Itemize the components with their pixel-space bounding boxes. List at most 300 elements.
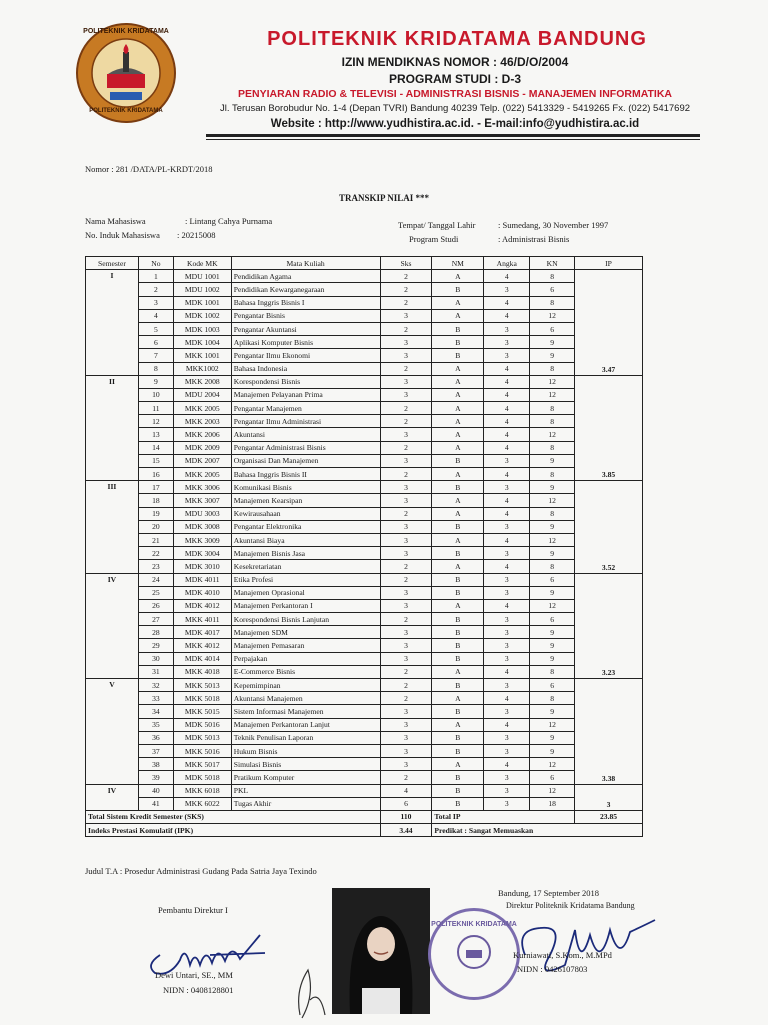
row-angka: 3 bbox=[484, 797, 530, 810]
row-kn: 6 bbox=[530, 771, 575, 784]
row-no: 16 bbox=[138, 468, 173, 481]
row-no: 32 bbox=[138, 679, 173, 692]
course-name: Aplikasi Komputer Bisnis bbox=[231, 336, 380, 349]
row-angka: 4 bbox=[484, 692, 530, 705]
row-nm: B bbox=[432, 573, 484, 586]
row-no: 30 bbox=[138, 652, 173, 665]
row-kn: 8 bbox=[530, 362, 575, 375]
row-kn: 12 bbox=[530, 494, 575, 507]
row-angka: 4 bbox=[484, 468, 530, 481]
semester-cell: V bbox=[86, 679, 139, 785]
col-semester: Semester bbox=[86, 257, 139, 270]
row-nm: A bbox=[432, 375, 484, 388]
course-code: MKK 5013 bbox=[173, 679, 231, 692]
row-kn: 9 bbox=[530, 626, 575, 639]
row-no: 13 bbox=[138, 428, 173, 441]
row-nm: B bbox=[432, 322, 484, 335]
course-name: Kesekretariatan bbox=[231, 560, 380, 573]
row-kn: 8 bbox=[530, 441, 575, 454]
row-angka: 4 bbox=[484, 758, 530, 771]
birth-label: Tempat/ Tanggal Lahir bbox=[398, 220, 476, 230]
course-name: Organisasi Dan Manajemen bbox=[231, 454, 380, 467]
row-sks: 2 bbox=[380, 402, 432, 415]
course-code: MDK 1001 bbox=[173, 296, 231, 309]
row-no: 19 bbox=[138, 507, 173, 520]
table-row bbox=[86, 560, 643, 573]
row-no: 38 bbox=[138, 758, 173, 771]
row-nm: B bbox=[432, 481, 484, 494]
row-kn: 12 bbox=[530, 718, 575, 731]
table-row bbox=[86, 481, 643, 494]
course-code: MDK 4012 bbox=[173, 599, 231, 612]
row-no: 34 bbox=[138, 705, 173, 718]
row-kn: 9 bbox=[530, 481, 575, 494]
semester-ip: 3.85 bbox=[575, 375, 643, 481]
row-angka: 4 bbox=[484, 560, 530, 573]
left-signer-name: Dewi Untari, SE., MM bbox=[155, 970, 233, 980]
table-row bbox=[86, 520, 643, 533]
course-name: Sistem Informasi Manajemen bbox=[231, 705, 380, 718]
row-nm: B bbox=[432, 784, 484, 797]
course-name: Pengantar Ilmu Ekonomi bbox=[231, 349, 380, 362]
course-code: MDK 1002 bbox=[173, 309, 231, 322]
semester-ip: 3.52 bbox=[575, 481, 643, 573]
website-line: Website : http://www.yudhistira.ac.id. - E-mail:info@yudhistira.ac.id bbox=[270, 118, 640, 130]
course-name: Manajemen SDM bbox=[231, 626, 380, 639]
course-code: MKK 5018 bbox=[173, 692, 231, 705]
course-code: MDK 2007 bbox=[173, 454, 231, 467]
semester-cell: IV bbox=[86, 573, 139, 679]
row-sks: 3 bbox=[380, 388, 432, 401]
row-kn: 8 bbox=[530, 270, 575, 283]
table-row bbox=[86, 336, 643, 349]
course-name: Manajemen Pelayanan Prima bbox=[231, 388, 380, 401]
row-angka: 4 bbox=[484, 362, 530, 375]
table-row bbox=[86, 744, 643, 757]
table-row bbox=[86, 679, 643, 692]
row-angka: 3 bbox=[484, 547, 530, 560]
row-kn: 12 bbox=[530, 428, 575, 441]
semester-cell: IV bbox=[86, 784, 139, 810]
col-sks: Sks bbox=[380, 257, 432, 270]
row-no: 35 bbox=[138, 718, 173, 731]
row-sks: 2 bbox=[380, 283, 432, 296]
row-nm: B bbox=[432, 613, 484, 626]
row-no: 1 bbox=[138, 270, 173, 283]
course-code: MDK 3010 bbox=[173, 560, 231, 573]
row-no: 9 bbox=[138, 375, 173, 388]
row-kn: 9 bbox=[530, 705, 575, 718]
row-sks: 3 bbox=[380, 533, 432, 546]
col-kode: Kode MK bbox=[173, 257, 231, 270]
table-row bbox=[86, 402, 643, 415]
course-name: Pengantar Ilmu Administrasi bbox=[231, 415, 380, 428]
row-kn: 12 bbox=[530, 599, 575, 612]
row-kn: 9 bbox=[530, 744, 575, 757]
row-angka: 3 bbox=[484, 481, 530, 494]
course-name: Pengantar Administrasi Bisnis bbox=[231, 441, 380, 454]
row-nm: B bbox=[432, 744, 484, 757]
course-code: MDK 4017 bbox=[173, 626, 231, 639]
row-kn: 12 bbox=[530, 375, 575, 388]
semester-cell: III bbox=[86, 481, 139, 573]
row-angka: 3 bbox=[484, 652, 530, 665]
row-kn: 8 bbox=[530, 507, 575, 520]
course-code: MKK 3006 bbox=[173, 481, 231, 494]
row-no: 8 bbox=[138, 362, 173, 375]
row-kn: 8 bbox=[530, 560, 575, 573]
row-no: 11 bbox=[138, 402, 173, 415]
row-sks: 3 bbox=[380, 744, 432, 757]
row-sks: 3 bbox=[380, 626, 432, 639]
row-kn: 9 bbox=[530, 520, 575, 533]
course-code: MKK 2005 bbox=[173, 468, 231, 481]
row-no: 5 bbox=[138, 322, 173, 335]
row-sks: 2 bbox=[380, 296, 432, 309]
row-sks: 3 bbox=[380, 758, 432, 771]
row-nm: A bbox=[432, 560, 484, 573]
course-name: Komunikasi Bisnis bbox=[231, 481, 380, 494]
table-row bbox=[86, 507, 643, 520]
row-kn: 12 bbox=[530, 388, 575, 401]
course-code: MDK 2009 bbox=[173, 441, 231, 454]
course-name: Etika Profesi bbox=[231, 573, 380, 586]
row-nm: A bbox=[432, 441, 484, 454]
table-row bbox=[86, 797, 643, 810]
row-angka: 3 bbox=[484, 784, 530, 797]
course-code: MKK 2005 bbox=[173, 402, 231, 415]
course-name: Teknik Penulisan Laporan bbox=[231, 731, 380, 744]
course-name: Pengantar Elektronika bbox=[231, 520, 380, 533]
row-nm: B bbox=[432, 454, 484, 467]
row-angka: 3 bbox=[484, 771, 530, 784]
row-nm: B bbox=[432, 283, 484, 296]
row-kn: 9 bbox=[530, 336, 575, 349]
program-line: PROGRAM STUDI : D-3 bbox=[389, 72, 521, 86]
row-angka: 3 bbox=[484, 731, 530, 744]
col-angka: Angka bbox=[484, 257, 530, 270]
row-sks: 2 bbox=[380, 507, 432, 520]
row-nm: B bbox=[432, 679, 484, 692]
name-label: Nama Mahasiswa bbox=[85, 216, 146, 226]
row-sks: 2 bbox=[380, 679, 432, 692]
row-angka: 4 bbox=[484, 375, 530, 388]
row-no: 26 bbox=[138, 599, 173, 612]
row-angka: 4 bbox=[484, 309, 530, 322]
logo-text-top: POLITEKNIK KRIDATAMA bbox=[83, 28, 169, 35]
name-value: : Lintang Cahya Purnama bbox=[185, 216, 273, 226]
course-code: MDU 2004 bbox=[173, 388, 231, 401]
semester-ip: 3.38 bbox=[575, 679, 643, 785]
course-name: PKL bbox=[231, 784, 380, 797]
course-name: Manajemen Perkantoran Lanjut bbox=[231, 718, 380, 731]
course-code: MDK 5013 bbox=[173, 731, 231, 744]
row-angka: 3 bbox=[484, 322, 530, 335]
col-kn: KN bbox=[530, 257, 575, 270]
row-no: 29 bbox=[138, 639, 173, 652]
table-row bbox=[86, 718, 643, 731]
table-row bbox=[86, 533, 643, 546]
row-angka: 3 bbox=[484, 573, 530, 586]
row-sks: 6 bbox=[380, 797, 432, 810]
row-nm: B bbox=[432, 336, 484, 349]
row-no: 40 bbox=[138, 784, 173, 797]
table-row bbox=[86, 454, 643, 467]
row-nm: A bbox=[432, 296, 484, 309]
row-nm: A bbox=[432, 309, 484, 322]
row-sks: 3 bbox=[380, 520, 432, 533]
row-no: 22 bbox=[138, 547, 173, 560]
document-number: Nomor : 281 /DATA/PL-KRDT/2018 bbox=[85, 164, 213, 174]
course-name: Bahasa Inggris Bisnis II bbox=[231, 468, 380, 481]
table-row bbox=[86, 349, 643, 362]
header-rule bbox=[206, 134, 700, 137]
row-sks: 2 bbox=[380, 560, 432, 573]
row-no: 2 bbox=[138, 283, 173, 296]
right-signer-name: Kurniawati, S.Kom., M.MPd bbox=[513, 950, 612, 960]
row-kn: 12 bbox=[530, 758, 575, 771]
ipk-label: Indeks Prestasi Komulatif (IPK) bbox=[86, 824, 381, 837]
course-name: Korespondensi Bisnis bbox=[231, 375, 380, 388]
predikat: Predikat : Sangat Memuaskan bbox=[432, 824, 643, 837]
course-code: MKK 6022 bbox=[173, 797, 231, 810]
row-sks: 2 bbox=[380, 441, 432, 454]
course-name: Pengantar Manajemen bbox=[231, 402, 380, 415]
row-sks: 3 bbox=[380, 731, 432, 744]
course-name: Pengantar Akuntansi bbox=[231, 322, 380, 335]
course-code: MKK 4018 bbox=[173, 665, 231, 678]
table-row bbox=[86, 573, 643, 586]
row-no: 17 bbox=[138, 481, 173, 494]
row-nm: B bbox=[432, 797, 484, 810]
course-name: Perpajakan bbox=[231, 652, 380, 665]
course-code: MKK 6018 bbox=[173, 784, 231, 797]
course-name: Pendidikan Kewarganegaraan bbox=[231, 283, 380, 296]
course-code: MDK 5018 bbox=[173, 771, 231, 784]
row-nm: A bbox=[432, 270, 484, 283]
row-nm: A bbox=[432, 362, 484, 375]
row-sks: 3 bbox=[380, 652, 432, 665]
left-signer-title: Pembantu Direktur I bbox=[158, 905, 228, 915]
nim-value: : 20215008 bbox=[177, 230, 216, 240]
table-row bbox=[86, 468, 643, 481]
table-row bbox=[86, 283, 643, 296]
row-kn: 9 bbox=[530, 349, 575, 362]
course-name: Manajemen Pemasaran bbox=[231, 639, 380, 652]
course-code: MKK 5016 bbox=[173, 744, 231, 757]
table-row bbox=[86, 771, 643, 784]
row-angka: 3 bbox=[484, 705, 530, 718]
row-sks: 3 bbox=[380, 586, 432, 599]
row-angka: 3 bbox=[484, 744, 530, 757]
row-nm: B bbox=[432, 771, 484, 784]
row-kn: 9 bbox=[530, 731, 575, 744]
row-angka: 4 bbox=[484, 296, 530, 309]
row-no: 3 bbox=[138, 296, 173, 309]
row-nm: A bbox=[432, 599, 484, 612]
row-sks: 3 bbox=[380, 599, 432, 612]
row-no: 28 bbox=[138, 626, 173, 639]
row-sks: 2 bbox=[380, 692, 432, 705]
course-code: MKK 2008 bbox=[173, 375, 231, 388]
departments-line: PENYIARAN RADIO & TELEVISI - ADMINISTRASI BISNIS - MANAJEMEN INFORMATIKA bbox=[237, 88, 672, 100]
course-code: MDU 1002 bbox=[173, 283, 231, 296]
row-kn: 9 bbox=[530, 652, 575, 665]
course-name: Manajemen Bisnis Jasa bbox=[231, 547, 380, 560]
row-kn: 9 bbox=[530, 639, 575, 652]
document-title: TRANSKIP NILAI *** bbox=[338, 193, 430, 203]
row-nm: A bbox=[432, 507, 484, 520]
table-row bbox=[86, 547, 643, 560]
row-no: 20 bbox=[138, 520, 173, 533]
row-no: 23 bbox=[138, 560, 173, 573]
row-sks: 3 bbox=[380, 375, 432, 388]
header-rule-thin bbox=[206, 139, 700, 140]
row-sks: 3 bbox=[380, 454, 432, 467]
course-code: MKK 1001 bbox=[173, 349, 231, 362]
row-nm: A bbox=[432, 468, 484, 481]
course-code: MKK 4011 bbox=[173, 613, 231, 626]
row-kn: 6 bbox=[530, 573, 575, 586]
row-nm: B bbox=[432, 349, 484, 362]
course-name: Bahasa Indonesia bbox=[231, 362, 380, 375]
course-name: Pendidikan Agama bbox=[231, 270, 380, 283]
row-no: 15 bbox=[138, 454, 173, 467]
logo-text-bottom: POLITEKNIK KRIDATAMA bbox=[89, 108, 163, 114]
row-nm: A bbox=[432, 388, 484, 401]
table-row bbox=[86, 494, 643, 507]
row-nm: A bbox=[432, 402, 484, 415]
row-angka: 4 bbox=[484, 428, 530, 441]
row-nm: A bbox=[432, 665, 484, 678]
course-name: Bahasa Inggris Bisnis I bbox=[231, 296, 380, 309]
row-kn: 6 bbox=[530, 613, 575, 626]
course-code: MDK 1003 bbox=[173, 322, 231, 335]
row-sks: 3 bbox=[380, 718, 432, 731]
row-kn: 8 bbox=[530, 296, 575, 309]
ipk-row bbox=[86, 824, 643, 837]
table-row bbox=[86, 665, 643, 678]
institution-logo bbox=[70, 22, 182, 124]
row-nm: B bbox=[432, 626, 484, 639]
row-angka: 3 bbox=[484, 454, 530, 467]
row-no: 6 bbox=[138, 336, 173, 349]
row-sks: 3 bbox=[380, 494, 432, 507]
table-row bbox=[86, 441, 643, 454]
row-angka: 4 bbox=[484, 388, 530, 401]
row-nm: B bbox=[432, 652, 484, 665]
thesis-title: Judul T.A : Prosedur Administrasi Gudang Pada Satria Jaya Texindo bbox=[85, 866, 317, 876]
row-sks: 2 bbox=[380, 573, 432, 586]
row-kn: 8 bbox=[530, 402, 575, 415]
table-row bbox=[86, 613, 643, 626]
course-code: MKK 4012 bbox=[173, 639, 231, 652]
course-code: MKK 3009 bbox=[173, 533, 231, 546]
semester-cell: II bbox=[86, 375, 139, 481]
izin-line: IZIN MENDIKNAS NOMOR : 46/D/O/2004 bbox=[341, 55, 569, 69]
row-no: 37 bbox=[138, 744, 173, 757]
semester-ip: 3.47 bbox=[575, 270, 643, 376]
row-angka: 4 bbox=[484, 507, 530, 520]
course-code: MKK 5015 bbox=[173, 705, 231, 718]
row-kn: 6 bbox=[530, 283, 575, 296]
transcript-body bbox=[86, 270, 643, 811]
transcript-table bbox=[85, 256, 643, 837]
row-kn: 8 bbox=[530, 415, 575, 428]
table-row bbox=[86, 758, 643, 771]
right-signer-nidn: NIDN : 0426107803 bbox=[517, 964, 588, 974]
row-angka: 3 bbox=[484, 639, 530, 652]
row-angka: 3 bbox=[484, 520, 530, 533]
course-name: Manajemen Perkantoran I bbox=[231, 599, 380, 612]
table-row bbox=[86, 270, 643, 283]
total-sks-label: Total Sistem Kredit Semester (SKS) bbox=[86, 810, 381, 823]
row-kn: 9 bbox=[530, 547, 575, 560]
row-no: 25 bbox=[138, 586, 173, 599]
course-name: Simulasi Bisnis bbox=[231, 758, 380, 771]
row-angka: 3 bbox=[484, 283, 530, 296]
row-angka: 4 bbox=[484, 270, 530, 283]
row-sks: 3 bbox=[380, 547, 432, 560]
col-no: No bbox=[138, 257, 173, 270]
total-ip-value: 23.85 bbox=[575, 810, 643, 823]
course-name: Korespondensi Bisnis Lanjutan bbox=[231, 613, 380, 626]
row-sks: 2 bbox=[380, 468, 432, 481]
row-no: 4 bbox=[138, 309, 173, 322]
total-sks-value: 110 bbox=[380, 810, 432, 823]
row-nm: A bbox=[432, 692, 484, 705]
row-no: 14 bbox=[138, 441, 173, 454]
row-nm: B bbox=[432, 705, 484, 718]
left-signer-nidn: NIDN : 0408128801 bbox=[163, 985, 234, 995]
row-no: 10 bbox=[138, 388, 173, 401]
course-code: MDU 3003 bbox=[173, 507, 231, 520]
row-sks: 3 bbox=[380, 336, 432, 349]
total-ip-label: Total IP bbox=[432, 810, 575, 823]
table-row bbox=[86, 652, 643, 665]
row-angka: 3 bbox=[484, 626, 530, 639]
institution-name: POLITEKNIK KRIDATAMA BANDUNG bbox=[267, 28, 647, 50]
row-angka: 4 bbox=[484, 494, 530, 507]
row-no: 41 bbox=[138, 797, 173, 810]
program-label: Program Studi bbox=[409, 234, 459, 244]
row-sks: 2 bbox=[380, 771, 432, 784]
row-angka: 4 bbox=[484, 415, 530, 428]
semester-ip: 3 bbox=[575, 784, 643, 810]
row-no: 12 bbox=[138, 415, 173, 428]
table-row bbox=[86, 322, 643, 335]
row-nm: A bbox=[432, 415, 484, 428]
course-code: MDK 1004 bbox=[173, 336, 231, 349]
row-no: 21 bbox=[138, 533, 173, 546]
course-code: MDK 4014 bbox=[173, 652, 231, 665]
row-sks: 2 bbox=[380, 270, 432, 283]
table-row bbox=[86, 784, 643, 797]
row-nm: B bbox=[432, 639, 484, 652]
course-name: Akuntansi bbox=[231, 428, 380, 441]
course-name: Hukum Bisnis bbox=[231, 744, 380, 757]
row-sks: 2 bbox=[380, 665, 432, 678]
table-row bbox=[86, 296, 643, 309]
table-row bbox=[86, 586, 643, 599]
row-kn: 8 bbox=[530, 665, 575, 678]
row-no: 31 bbox=[138, 665, 173, 678]
nim-label: No. Induk Mahasiswa bbox=[85, 230, 160, 240]
address-line: Jl. Terusan Borobudur No. 1-4 (Depan TVRI) Bandung 40239 Telp. (022) 5413329 - 5419265 Fx. (022) 5417692 bbox=[220, 103, 691, 114]
sign-date: Bandung, 17 September 2018 bbox=[498, 888, 600, 898]
row-angka: 4 bbox=[484, 441, 530, 454]
course-name: E-Commerce Bisnis bbox=[231, 665, 380, 678]
